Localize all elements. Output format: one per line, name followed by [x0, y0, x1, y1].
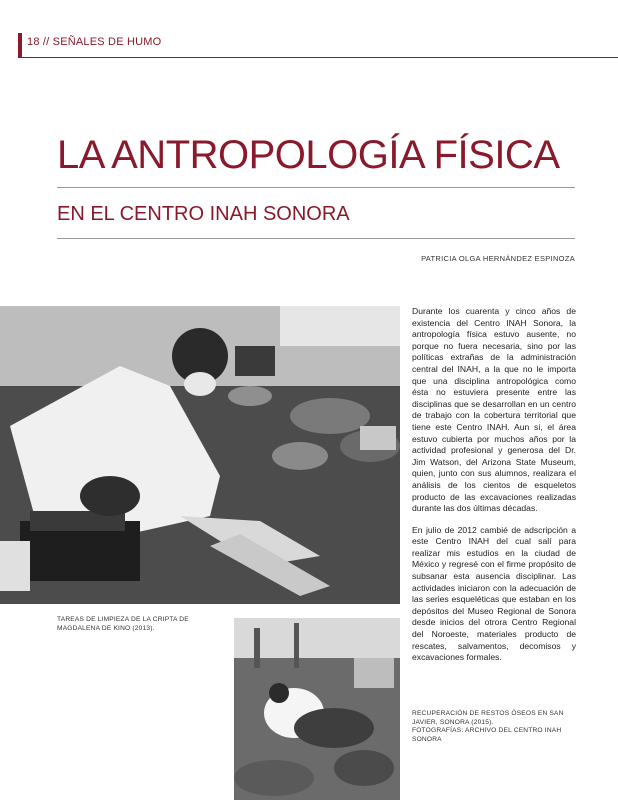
photo1-caption: TAREAS DE LIMPIEZA DE LA CRIPTA DE MAGDALENA DE KINO (2013).: [57, 616, 189, 632]
photo-bone-recovery-image: [234, 618, 400, 800]
article-author: PATRICIA OLGA HERNÁNDEZ ESPINOZA: [421, 254, 575, 263]
article-body: [412, 306, 576, 674]
article-paragraph: Durante los cuarenta y cinco años de existencia del Centro INAH Sonora, la antropología física estuvo ausente, no porque no fuera necesaria, sino por las políticas extrañas de la administración central del INAH, a la que no le importa que una disciplina antropológica como ésta no estuviera presente entre las disciplinas que se desarrollan en un centro de trabajo con la cobertura territorial que tiene este Centro INAH. Aun si, el área estuvo cubierta por muchos años por la actividad profesional y generosa del Dr. Jim Watson, del Arizona State Museum, quien, junto con sus alumnos, realizara el análisis de los cientos de esqueletos producto de las excavaciones realizadas durante las dos últimas décadas.: [412, 306, 576, 514]
article-title: LA ANTROPOLOGÍA FÍSICA: [57, 133, 560, 177]
subtitle-divider: [57, 238, 575, 239]
page-header: [18, 33, 618, 58]
header-accent-mark: [18, 33, 22, 57]
photo-credits: FOTOGRAFÍAS: ARCHIVO DEL CENTRO INAH SONORA: [412, 727, 562, 743]
photo-crypt-cleaning-image: [0, 306, 400, 604]
photo-bone-recovery: [234, 618, 400, 800]
page-label: 18 // SEÑALES DE HUMO: [27, 36, 162, 48]
article-paragraph: En julio de 2012 cambié de adscripción a este Centro INAH del cual salí para realizar mis estudios en la ciudad de México y regresé con el firme propósito de subsanar esta ausencia disciplinar. Las actividades iniciaron con la adecuación de las series esqueléticas que estaban en los depósitos del Museo Regional de Sonora desde inicios del otrora Centro Regional del Noroeste, materiales producto de rescates, salvamentos, decomisos y excavaciones formales.: [412, 524, 576, 663]
photo2-caption: [412, 710, 582, 744]
photo2-caption-text: RECUPERACIÓN DE RESTOS ÓSEOS EN SAN JAVIER, SONORA (2015).: [412, 710, 564, 726]
title-divider: [57, 187, 575, 188]
article-subtitle: EN EL CENTRO INAH SONORA: [57, 203, 350, 225]
photo-crypt-cleaning: [0, 306, 400, 604]
